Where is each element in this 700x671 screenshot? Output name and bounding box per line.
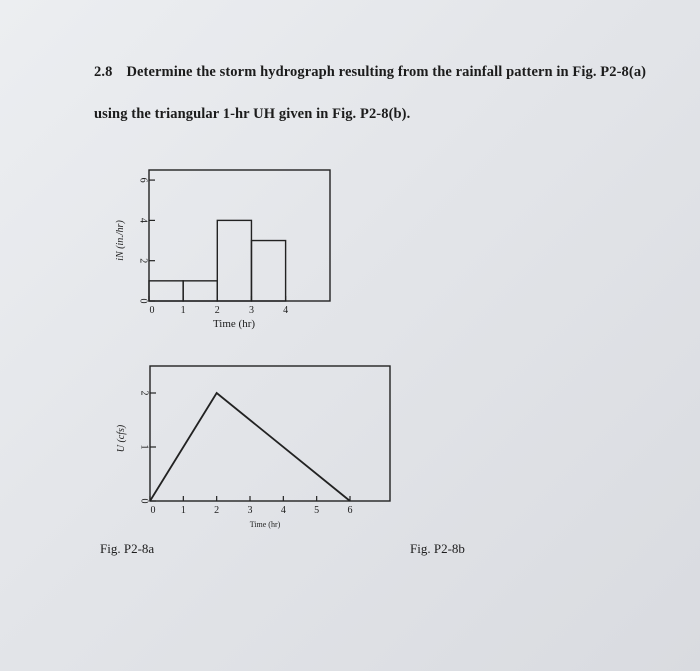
y-axis-label: U (cfs) — [116, 424, 127, 453]
rainfall-bar — [217, 220, 251, 301]
x-tick-label: 5 — [314, 505, 320, 516]
x-tick-label: 4 — [280, 505, 286, 516]
y-axis-label: iN (in./hr) — [115, 220, 126, 261]
x-tick-label: 1 — [180, 305, 186, 316]
problem-statement-line-2: using the triangular 1-hr UH given in Fig. P2-8(b). — [94, 106, 411, 122]
y-tick-label: 6 — [137, 177, 149, 183]
figure-caption-a: Fig. P2-8a — [100, 541, 155, 556]
x-tick-label: 0 — [149, 305, 155, 316]
problem-text-1: Determine the storm hydrograph resulting from the rainfall pattern in Fig. P2-8(a) — [126, 64, 647, 80]
y-tick-label: 1 — [138, 444, 150, 450]
problem-number: 2.8 — [94, 64, 113, 80]
figure-caption-b: Fig. P2-8b — [410, 541, 465, 556]
x-tick-label: 0 — [150, 505, 156, 516]
unit-hydrograph-line — [150, 393, 350, 501]
x-tick-label: 3 — [248, 305, 254, 316]
x-tick-label: 3 — [247, 505, 253, 516]
x-tick-label: 1 — [180, 505, 186, 516]
unit-hydrograph-chart — [116, 366, 390, 529]
y-tick-label: 2 — [138, 390, 150, 396]
x-tick-label: 4 — [283, 305, 289, 316]
y-tick-label: 0 — [137, 298, 149, 304]
rainfall-hyetograph-chart — [115, 170, 330, 330]
y-tick-label: 2 — [137, 258, 149, 264]
y-tick-label: 4 — [137, 217, 149, 223]
x-tick-label: 6 — [347, 505, 353, 516]
rainfall-bar — [149, 281, 183, 301]
x-tick-label: 2 — [214, 305, 220, 316]
plot-frame — [150, 366, 390, 501]
x-axis-label: Time (hr) — [249, 520, 281, 529]
y-tick-label: 0 — [138, 498, 150, 504]
rainfall-bar — [251, 241, 285, 301]
rainfall-bar — [183, 281, 217, 301]
x-axis-label: Time (hr) — [212, 318, 256, 330]
x-tick-label: 2 — [214, 505, 220, 516]
